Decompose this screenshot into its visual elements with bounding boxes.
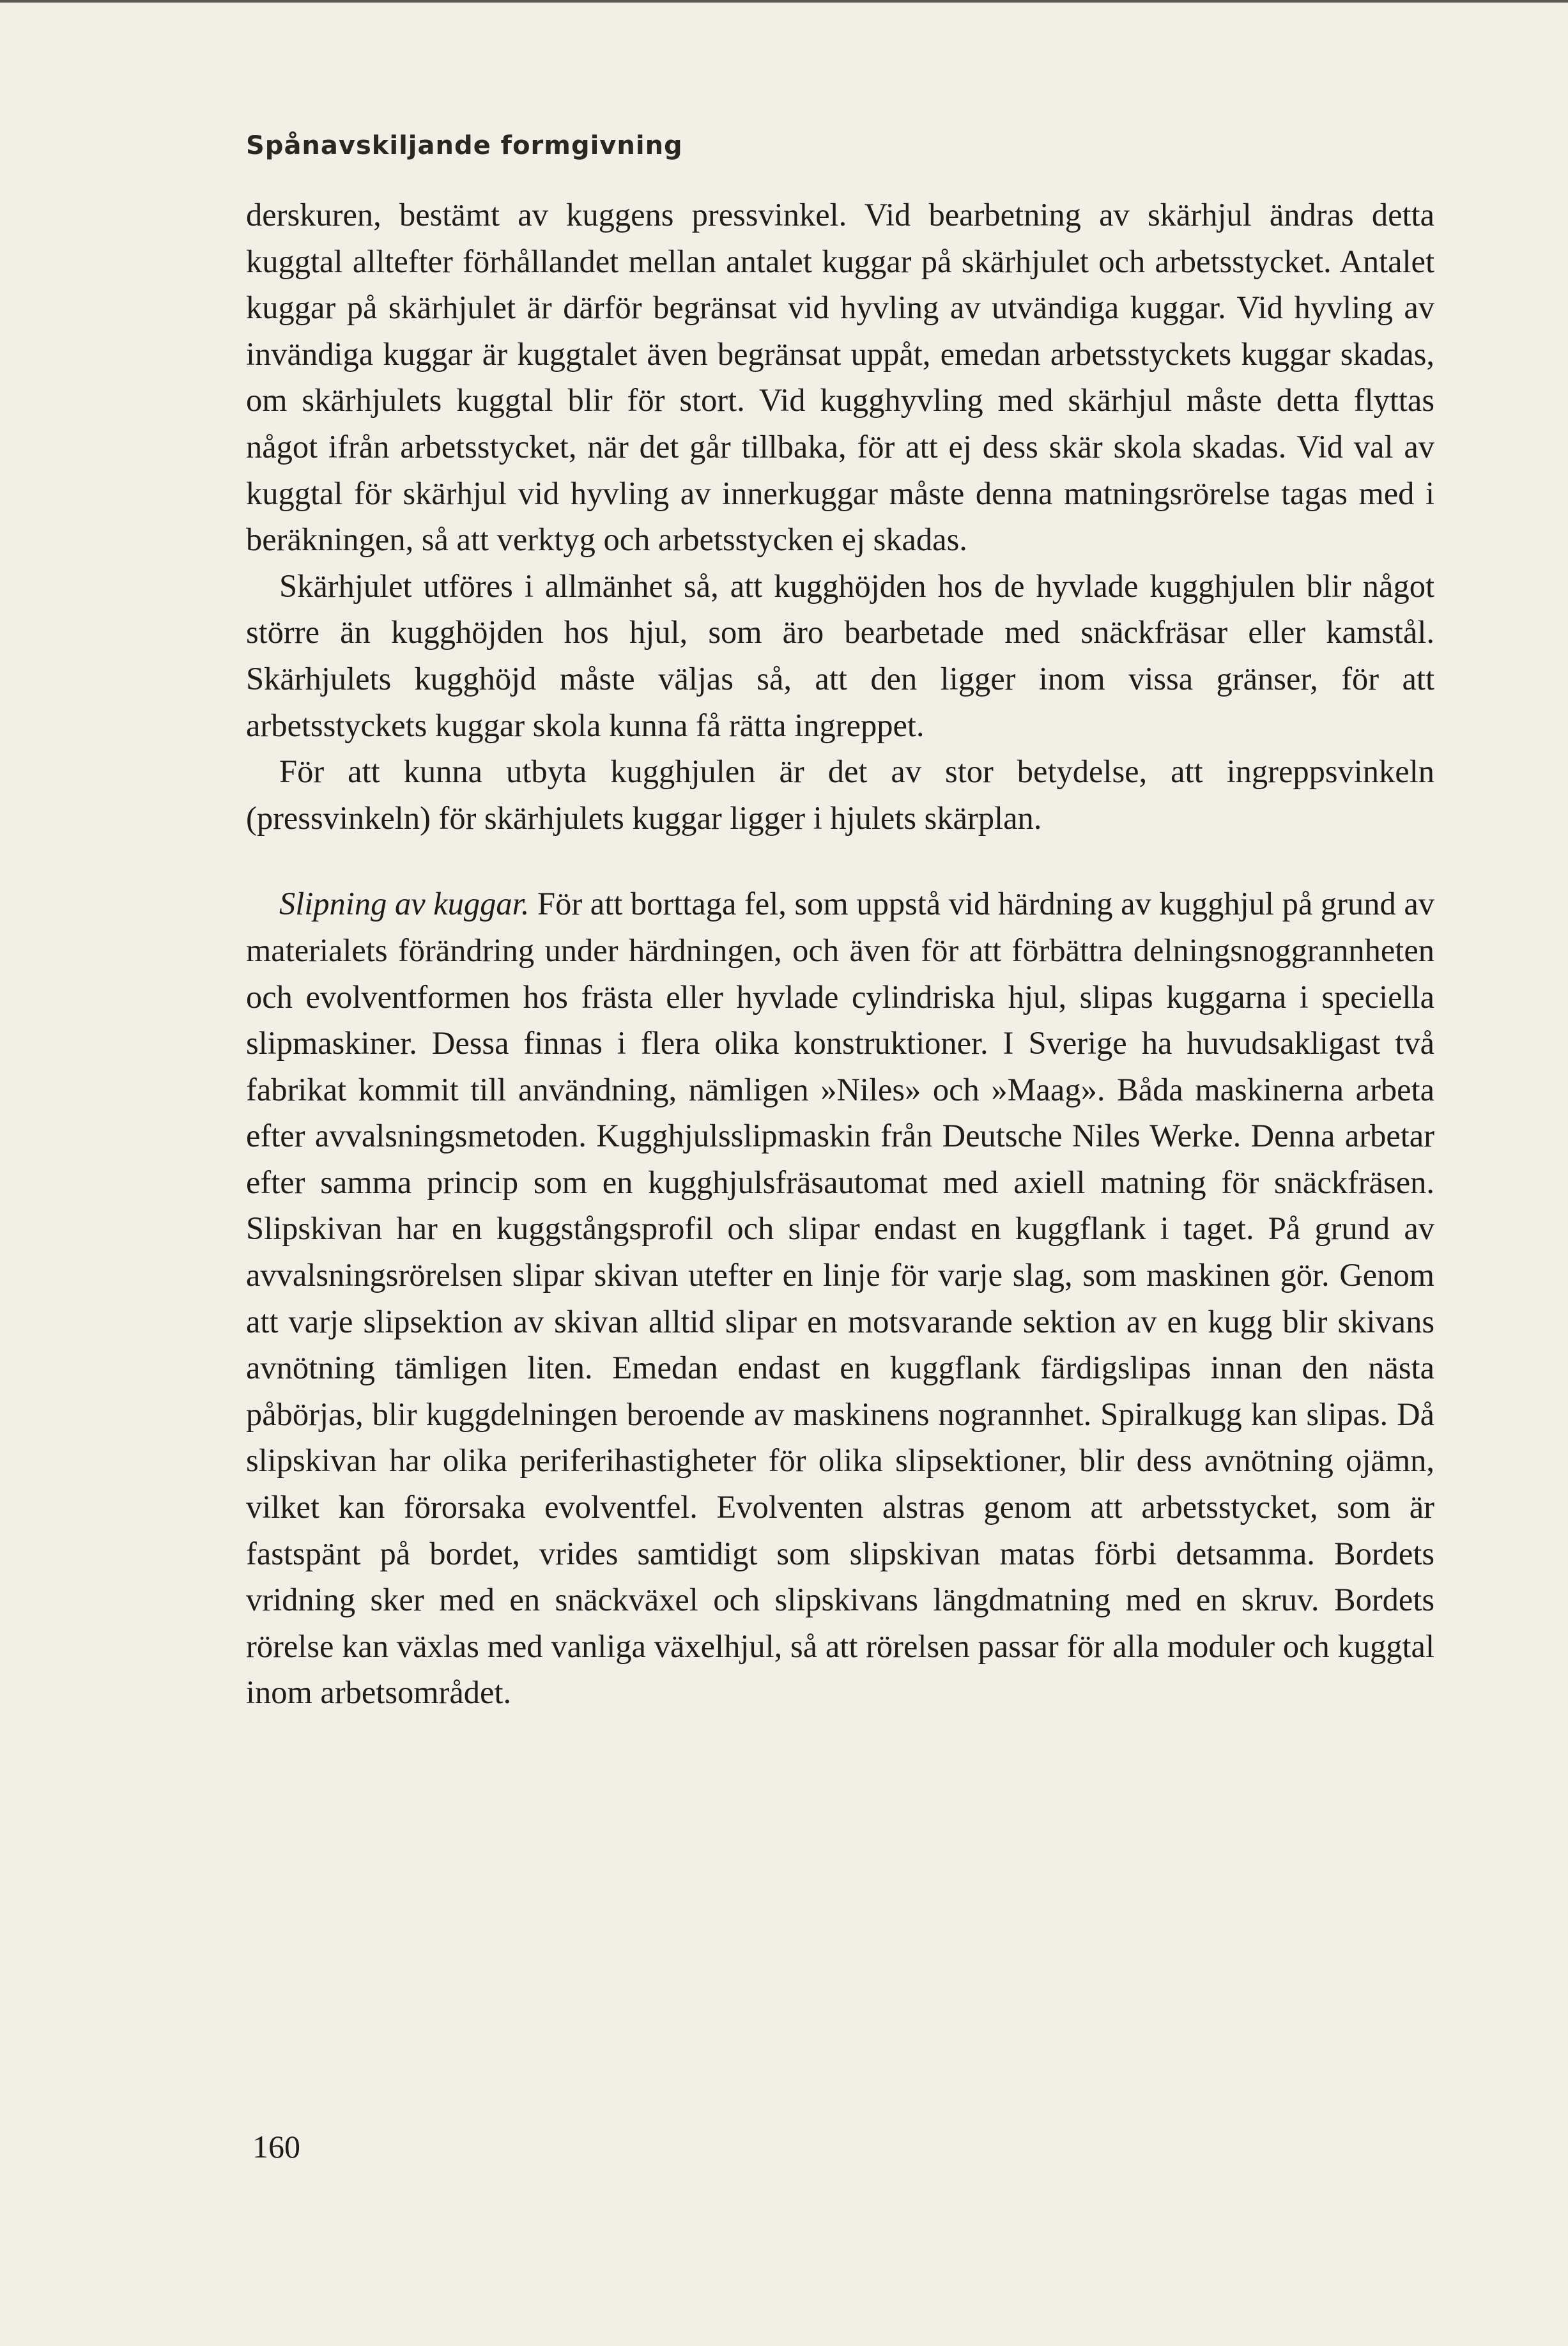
- top-edge-rule: [0, 0, 1568, 3]
- page-number: 160: [252, 2129, 300, 2165]
- paragraph-slipning-body: För att borttaga fel, som uppstå vid härdning av kugghjul på grund av materialets förändring under härdningen, och även för att förbättra delningsnoggrannheten och evolventformen hos frästa eller hyvlade cylindriska hjul, slipas kuggarna i speciella slipmaskiner. Dessa finnas i flera olika konstruktioner. I Sverige ha huvudsakligast två fabrikat kommit till användning, nämligen »Niles» och »Maag». Båda maskinerna arbeta efter avvalsningsmetoden. Kugghjulsslipmaskin från Deutsche Niles Werke. Denna arbetar efter samma princip som en kugghjulsfräsautomat med axiell matning för snäckfräsen. Slipskivan har en kuggstångsprofil och slipar endast en kuggflank i taget. På grund av avvalsningsrörelsen slipar skivan utefter en linje för varje slag, som maskinen gör. Genom att varje slipsektion av skivan alltid slipar en motsvarande sektion av en kugg blir skivans avnötning tämligen liten. Emedan endast en kuggflank färdigslipas innan den nästa påbörjas, blir kuggdelningen beroende av maskinens nogrannhet. Spiralkugg kan slipas. Då slipskivan har olika periferihastigheter för olika slipsektioner, blir dess avnötning ojämn, vilket kan förorsaka evolventfel. Evolventen alstras genom att arbetsstycket, som är fastspänt på bordet, vrides samtidigt som slipskivan matas förbi detsamma. Bordets vridning sker med en snäckväxel och slipskivans längdmatning med en skruv. Bordets rörelse kan växlas med vanliga växelhjul, så att rörelsen passar för alla moduler och kuggtal inom arbetsområdet.: [246, 886, 1434, 1711]
- paragraph-slipning: [246, 881, 1434, 1716]
- paragraph-2: Skärhjulet utföres i allmänhet så, att kugghöjden hos de hyvlade kugghjulen blir något större än kugghöjden hos hjul, som äro bearbetade med snäckfräsar eller kamstål. Skärhjulets kugghöjd måste väljas så, att den ligger inom vissa gränser, för att arbetsstyckets kuggar skola kunna få rätta ingreppet.: [246, 567, 1434, 743]
- running-head: Spånavskiljande formgivning: [246, 131, 683, 160]
- body-text: [246, 192, 1434, 1716]
- section-title-slipning: Slipning av kuggar.: [279, 886, 530, 922]
- paragraph-1: derskuren, bestämt av kuggens pressvinkel. Vid bearbetning av skärhjul ändras detta kuggtal alltefter förhållandet mellan antalet kuggar på skärhjulet och arbetsstycket. Antalet kuggar på skärhjulet är därför begränsat vid hyvling av utvändiga kuggar. Vid hyvling av invändiga kuggar är kuggtalet även begränsat uppåt, emedan arbetsstyckets kuggar skadas, om skärhjulets kuggtal blir för stort. Vid kugghyvling med skärhjul måste detta flyttas något ifrån arbetsstycket, när det går tillbaka, för att ej dess skär skola skadas. Vid val av kuggtal för skärhjul vid hyvling av innerkuggar måste denna matningsrörelse tagas med i beräkningen, så att verktyg och arbetsstycken ej skadas.: [246, 197, 1434, 558]
- paragraph-3: För att kunna utbyta kugghjulen är det av stor betydelse, att ingreppsvinkeln (pressvinkeln) för skärhjulets kuggar ligger i hjulets skärplan.: [246, 753, 1434, 836]
